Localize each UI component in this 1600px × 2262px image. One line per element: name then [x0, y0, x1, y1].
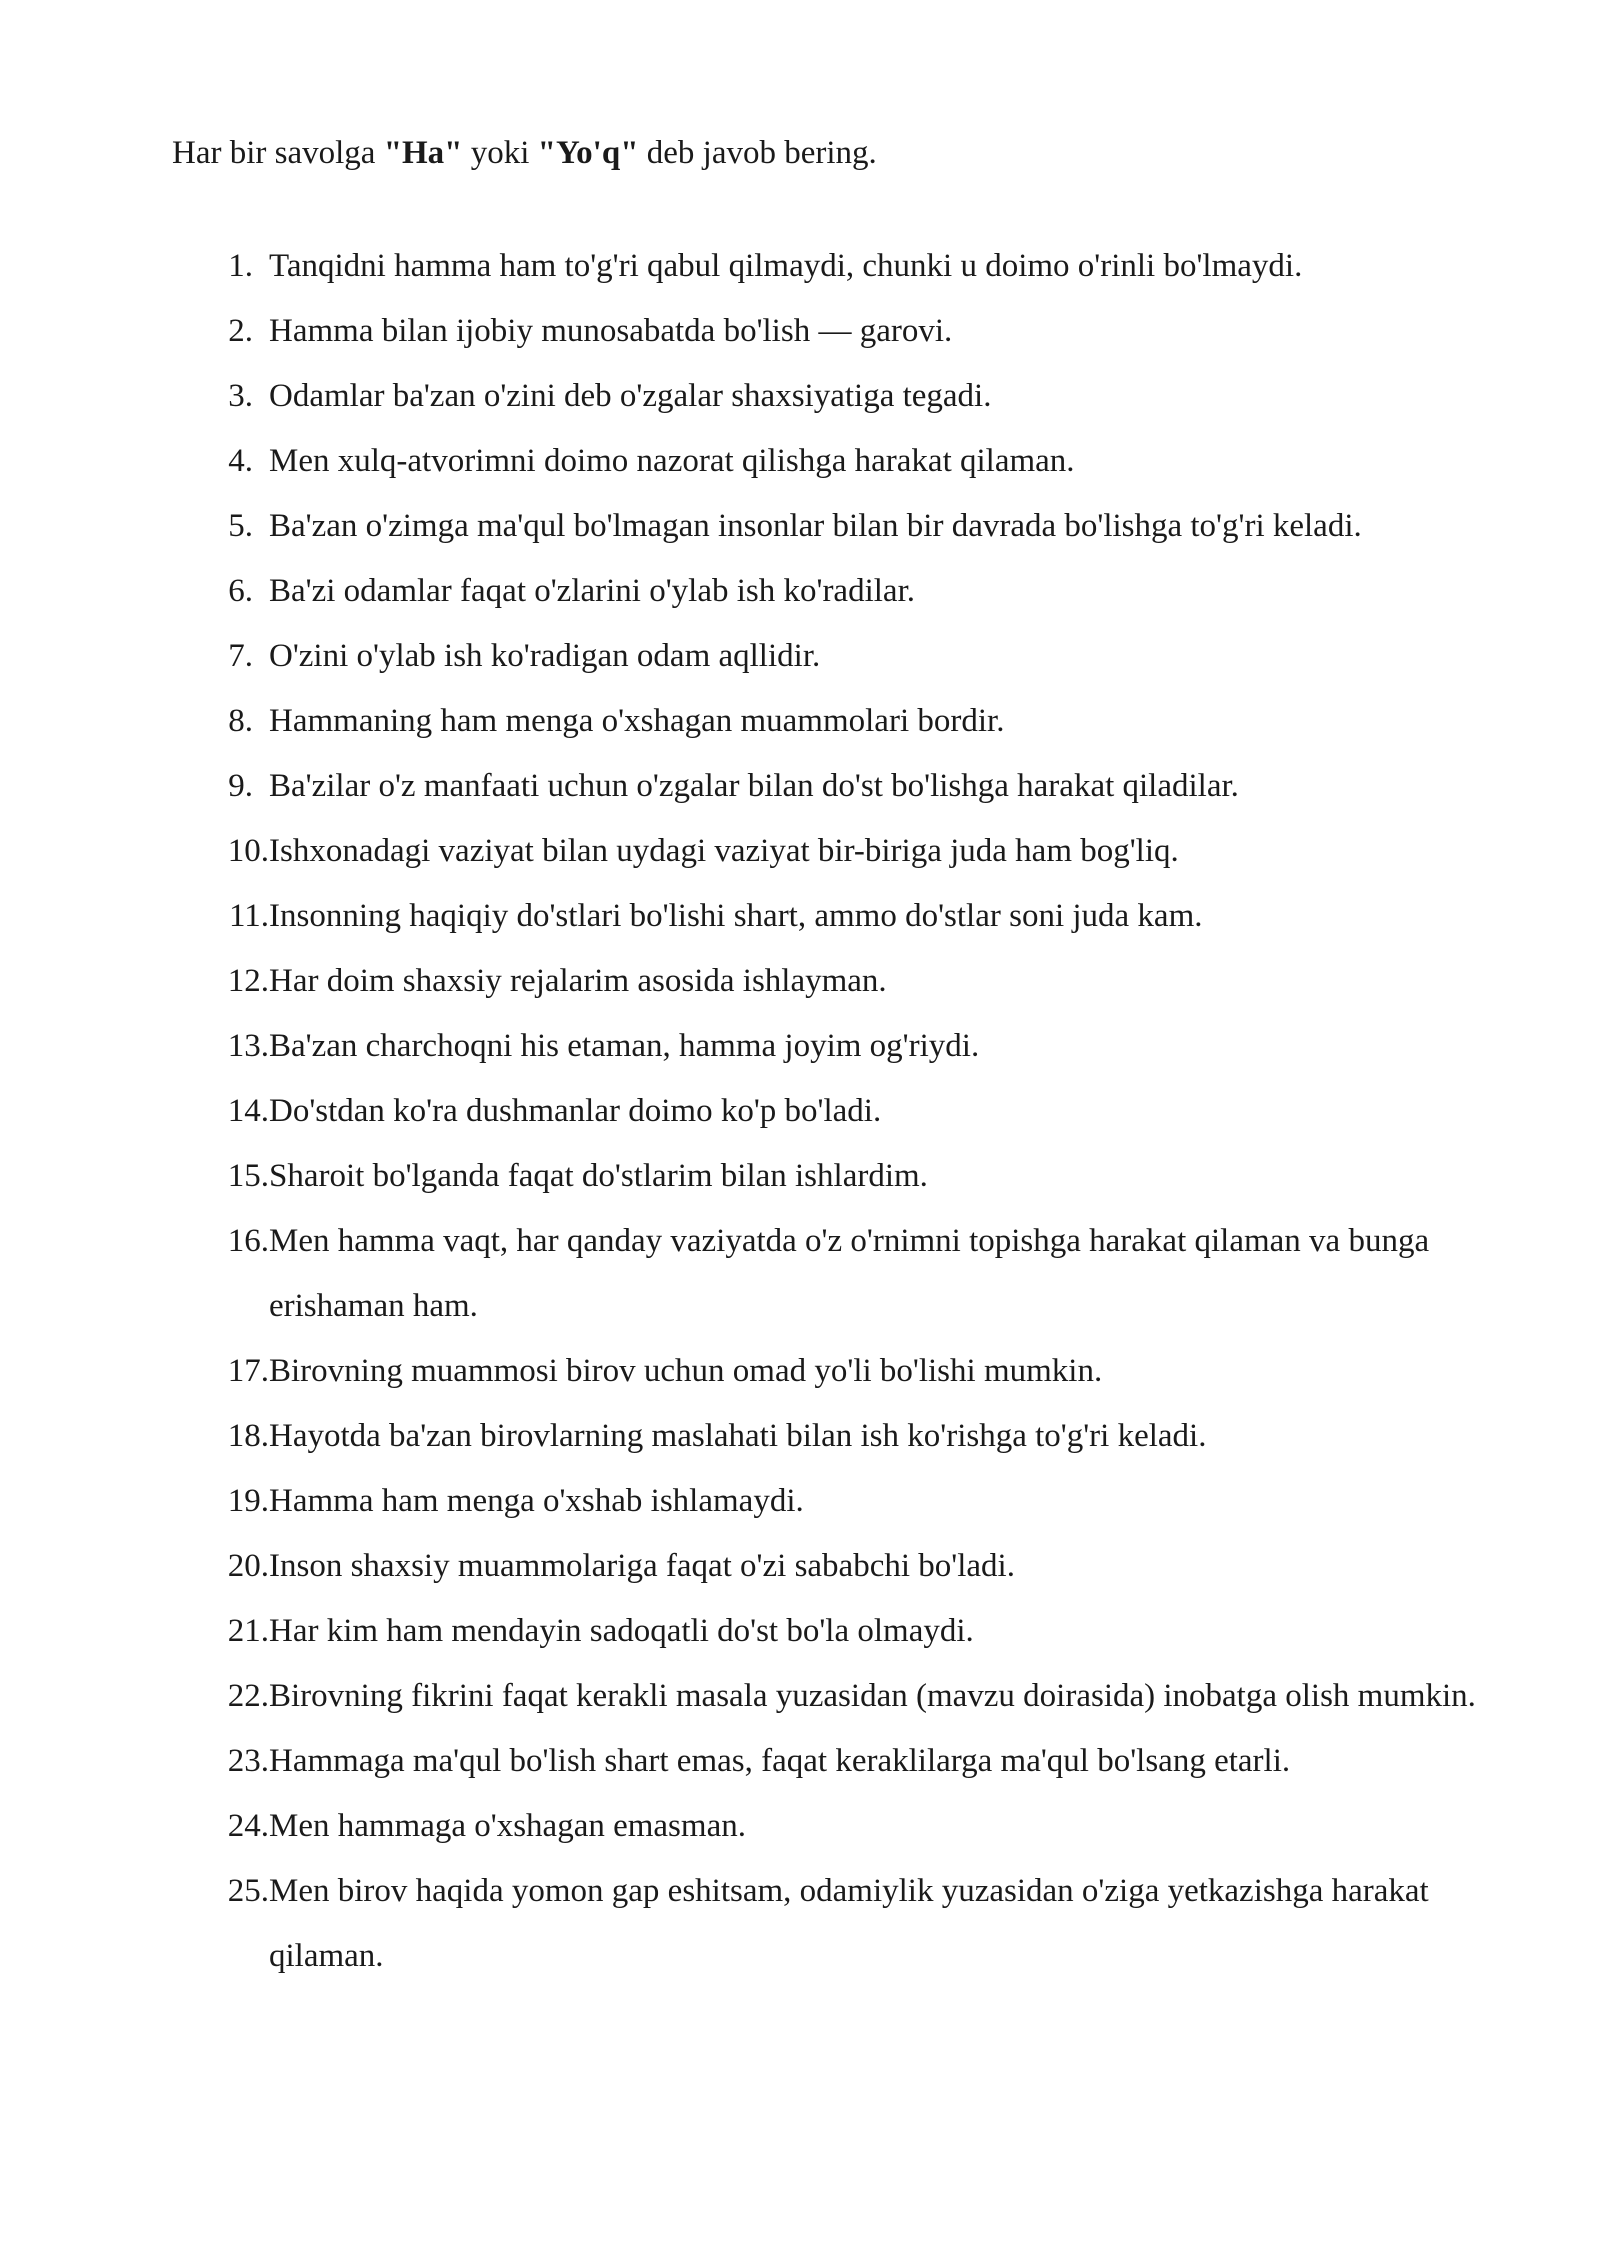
question-text: Sharoit bo'lganda faqat do'stlarim bilan ishlardim.	[269, 1158, 928, 1194]
question-number: 3.	[228, 378, 253, 414]
question-number: 1.	[228, 248, 253, 284]
question-number: 8.	[228, 703, 253, 739]
question-number: 9.	[228, 768, 253, 804]
instructions-middle: yoki	[462, 135, 538, 171]
question-text: Inson shaxsiy muammolariga faqat o'zi sababchi bo'ladi.	[269, 1548, 1015, 1584]
question-number: 23.	[227, 1743, 269, 1779]
question-text: Ba'zilar o'z manfaati uchun o'zgalar bilan do'st bo'lishga harakat qiladilar.	[269, 768, 1239, 804]
question-item	[172, 494, 1492, 559]
question-text: Hammaga ma'qul bo'lish shart emas, faqat keraklilarga ma'qul bo'lsang etarli.	[269, 1743, 1291, 1779]
question-number: 10.	[227, 833, 269, 869]
question-number: 17.	[227, 1353, 269, 1389]
question-text: Hamma bilan ijobiy munosabatda bo'lish — garovi.	[269, 313, 953, 349]
question-number: 12.	[227, 963, 269, 999]
question-item	[172, 429, 1492, 494]
question-number: 18.	[227, 1418, 269, 1454]
question-number: 6.	[228, 573, 253, 609]
question-text: O'zini o'ylab ish ko'radigan odam aqllidir.	[269, 638, 821, 674]
question-text: Ba'zan charchoqni his etaman, hamma joyim og'riydi.	[269, 1028, 980, 1064]
answer-yes-label: "Ha"	[383, 135, 463, 171]
question-number: 21.	[227, 1613, 269, 1649]
question-item	[172, 1729, 1492, 1794]
answer-no-label: "Yo'q"	[537, 135, 639, 171]
question-item	[172, 949, 1492, 1014]
question-item	[172, 1404, 1492, 1469]
question-item	[172, 624, 1492, 689]
question-text: Men hamma vaqt, har qanday vaziyatda o'z o'rnimni topishga harakat qilaman va bunga erishaman ham.	[269, 1223, 1430, 1324]
question-text: Hayotda ba'zan birovlarning maslahati bilan ish ko'rishga to'g'ri keladi.	[269, 1418, 1207, 1454]
question-item	[172, 689, 1492, 754]
question-text: Ba'zan o'zimga ma'qul bo'lmagan insonlar bilan bir davrada bo'lishga to'g'ri keladi.	[269, 508, 1362, 544]
instructions-prefix: Har bir savolga	[172, 135, 384, 171]
question-text: Ishxonadagi vaziyat bilan uydagi vaziyat bir-biriga juda ham bog'liq.	[269, 833, 1179, 869]
question-number: 25.	[227, 1873, 269, 1909]
question-number: 14.	[227, 1093, 269, 1129]
question-text: Men hammaga o'xshagan emasman.	[269, 1808, 746, 1844]
question-item	[172, 1014, 1492, 1079]
question-text: Hammaning ham menga o'xshagan muammolari bordir.	[269, 703, 1005, 739]
question-text: Men birov haqida yomon gap eshitsam, odamiylik yuzasidan o'ziga yetkazishga harakat qilaman.	[269, 1873, 1429, 1974]
question-item	[172, 559, 1492, 624]
question-text: Insonning haqiqiy do'stlari bo'lishi shart, ammo do'stlar soni juda kam.	[269, 898, 1203, 934]
question-text: Birovning fikrini faqat kerakli masala yuzasidan (mavzu doirasida) inobatga olish mumkin.	[269, 1678, 1476, 1714]
question-item	[172, 1469, 1492, 1534]
question-number: 7.	[228, 638, 253, 674]
question-item	[172, 1859, 1492, 1989]
question-item	[172, 1794, 1492, 1859]
question-item	[172, 1209, 1492, 1339]
question-text: Do'stdan ko'ra dushmanlar doimo ko'p bo'ladi.	[269, 1093, 882, 1129]
question-text: Men xulq-atvorimni doimo nazorat qilishga harakat qilaman.	[269, 443, 1075, 479]
question-text: Hamma ham menga o'xshab ishlamaydi.	[269, 1483, 804, 1519]
question-item	[172, 1144, 1492, 1209]
question-text: Har kim ham mendayin sadoqatli do'st bo'la olmaydi.	[269, 1613, 974, 1649]
question-text: Odamlar ba'zan o'zini deb o'zgalar shaxsiyatiga tegadi.	[269, 378, 992, 414]
question-number: 2.	[228, 313, 253, 349]
question-text: Har doim shaxsiy rejalarim asosida ishlayman.	[269, 963, 887, 999]
question-number: 22.	[227, 1678, 269, 1714]
question-item	[172, 364, 1492, 429]
question-list	[172, 234, 1492, 1989]
question-text: Ba'zi odamlar faqat o'zlarini o'ylab ish ko'radilar.	[269, 573, 915, 609]
question-item	[172, 819, 1492, 884]
question-item	[172, 299, 1492, 364]
question-item	[172, 234, 1492, 299]
instructions	[172, 130, 877, 176]
question-number: 4.	[228, 443, 253, 479]
question-number: 15.	[227, 1158, 269, 1194]
question-item	[172, 1079, 1492, 1144]
instructions-suffix: deb javob bering.	[638, 135, 877, 171]
question-item	[172, 754, 1492, 819]
question-number: 19.	[227, 1483, 269, 1519]
question-text: Birovning muammosi birov uchun omad yo'li bo'lishi mumkin.	[269, 1353, 1103, 1389]
question-number: 13.	[227, 1028, 269, 1064]
question-text: Tanqidni hamma ham to'g'ri qabul qilmaydi, chunki u doimo o'rinli bo'lmaydi.	[269, 248, 1303, 284]
question-item	[172, 1534, 1492, 1599]
question-number: 5.	[228, 508, 253, 544]
question-number: 16.	[227, 1223, 269, 1259]
question-item	[172, 1664, 1492, 1729]
question-item	[172, 884, 1492, 949]
question-number: 24.	[227, 1808, 269, 1844]
question-item	[172, 1599, 1492, 1664]
question-item	[172, 1339, 1492, 1404]
question-number: 11.	[228, 898, 269, 934]
question-number: 20.	[227, 1548, 269, 1584]
